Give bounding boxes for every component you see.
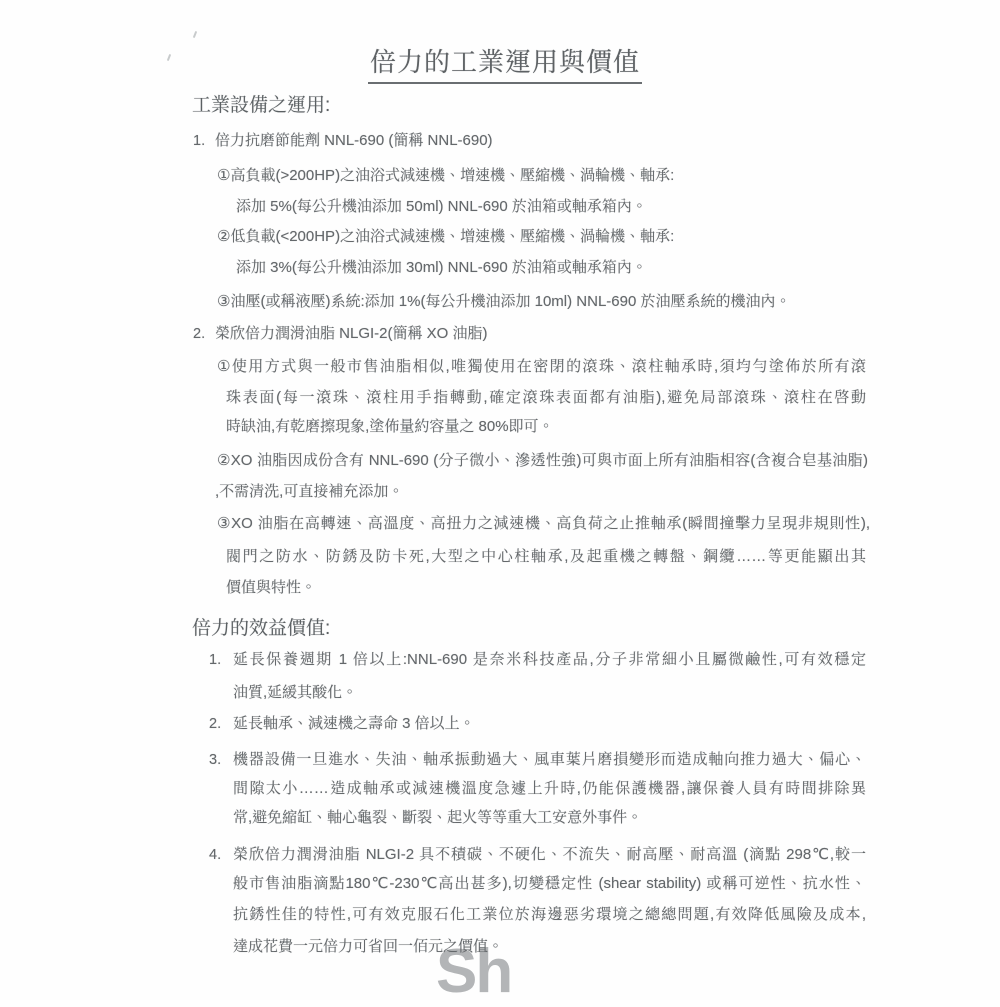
industrial-item1-number: 1. xyxy=(193,133,206,149)
benefit-2-number: 2. xyxy=(209,716,222,732)
industrial-item2-applications-line: 價值與特性。 xyxy=(226,579,317,596)
page-title xyxy=(10,42,1000,84)
benefit-1-line: 延長保養週期 1 倍以上:NNL-690 是奈米科技產品,分子非常細小且屬微鹼性,可有效穩定 xyxy=(233,651,866,668)
industrial-item2-usage-line: 時缺油,有乾磨擦現象,塗佈量約容量之 80%即可。 xyxy=(226,418,554,435)
section-industrial-heading: 工業設備之運用: xyxy=(192,95,331,116)
benefit-3-line: 常,避免縮缸、軸心龜裂、斷裂、起火等等重大工安意外事件。 xyxy=(233,809,643,826)
industrial-item2-applications-line: 閥門之防水、防銹及防卡死,大型之中心柱軸承,及起重機之轉盤、鋼纜……等更能顯出其 xyxy=(226,548,866,565)
benefit-1-line: 油質,延緩其酸化。 xyxy=(233,684,358,701)
industrial-item1-high-load-dose: 添加 5%(每公升機油添加 50ml) NNL-690 於油箱或軸承箱內。 xyxy=(236,198,647,215)
industrial-item2-compatibility-line: ,不需清洗,可直接補充添加。 xyxy=(215,483,404,500)
benefit-4-line: 般市售油脂滴點180℃-230℃高出甚多),切變穩定性 (shear stability) 或稱可逆性、抗水性、 xyxy=(233,875,866,892)
benefit-3-line: 機器設備一旦進水、失油、軸承振動過大、風車葉片磨損變形而造成軸向推力過大、偏心、 xyxy=(233,751,866,768)
benefit-4-line: 榮欣倍力潤滑油脂 NLGI-2 具不積碳、不硬化、不流失、耐高壓、耐高溫 (滴點 298℃,較一 xyxy=(233,846,866,863)
scan-speck xyxy=(193,31,197,38)
benefit-4-line: 達成花費一元倍力可省回一佰元之價值。 xyxy=(233,938,504,955)
page-title-text: 倍力的工業運用與價值 xyxy=(368,42,642,84)
benefit-1-number: 1. xyxy=(209,652,222,668)
industrial-item1-low-load-dose: 添加 3%(每公升機油添加 30ml) NNL-690 於油箱或軸承箱內。 xyxy=(236,259,647,276)
benefit-4-line: 抗銹性佳的特性,可有效克服石化工業位於海邊惡劣環境之總總問題,有效降低風險及成本, xyxy=(233,906,866,923)
industrial-item1-title: 倍力抗磨節能劑 NNL-690 (簡稱 NNL-690) xyxy=(215,132,493,149)
industrial-item2-compatibility-line: ②XO 油脂因成份含有 NNL-690 (分子微小、滲透性強)可與市面上所有油脂相容(含複合皂基油脂) xyxy=(217,452,868,469)
watermark-logo: Sh xyxy=(436,937,512,1006)
industrial-item2-title: 榮欣倍力潤滑油脂 NLGI-2(簡稱 XO 油脂) xyxy=(215,325,488,342)
industrial-item1-high-load: ①高負載(>200HP)之油浴式減速機、增速機、壓縮機、渦輪機、軸承: xyxy=(217,167,675,184)
industrial-item2-number: 2. xyxy=(193,326,206,342)
benefit-4-number: 4. xyxy=(209,847,222,863)
industrial-item2-applications-line: ③XO 油脂在高轉速、高溫度、高扭力之減速機、高負荷之止推軸承(瞬間撞擊力呈現非規則性), xyxy=(217,515,870,532)
benefit-2-line: 延長軸承、減速機之壽命 3 倍以上。 xyxy=(233,715,475,732)
industrial-item2-usage-line: 珠表面(每一滾珠、滾柱用手指轉動,確定滾珠表面都有油脂),避免局部滾珠、滾柱在啓動 xyxy=(226,389,866,406)
benefit-3-line: 間隙太小……造成軸承或減速機溫度急遽上升時,仍能保護機器,讓保養人員有時間排除異 xyxy=(233,780,866,797)
industrial-item2-usage-line: ①使用方式與一般市售油脂相似,唯獨使用在密閉的滾珠、滾柱軸承時,須均勻塗佈於所有滾 xyxy=(217,358,866,375)
industrial-item1-hydraulic: ③油壓(或稱液壓)系統:添加 1%(每公升機油添加 10ml) NNL-690 於油壓系統的機油內。 xyxy=(217,293,791,310)
section-benefits-heading: 倍力的效益價值: xyxy=(192,618,331,639)
industrial-item1-low-load: ②低負載(<200HP)之油浴式減速機、增速機、壓縮機、渦輪機、軸承: xyxy=(217,228,675,245)
benefit-3-number: 3. xyxy=(209,752,222,768)
